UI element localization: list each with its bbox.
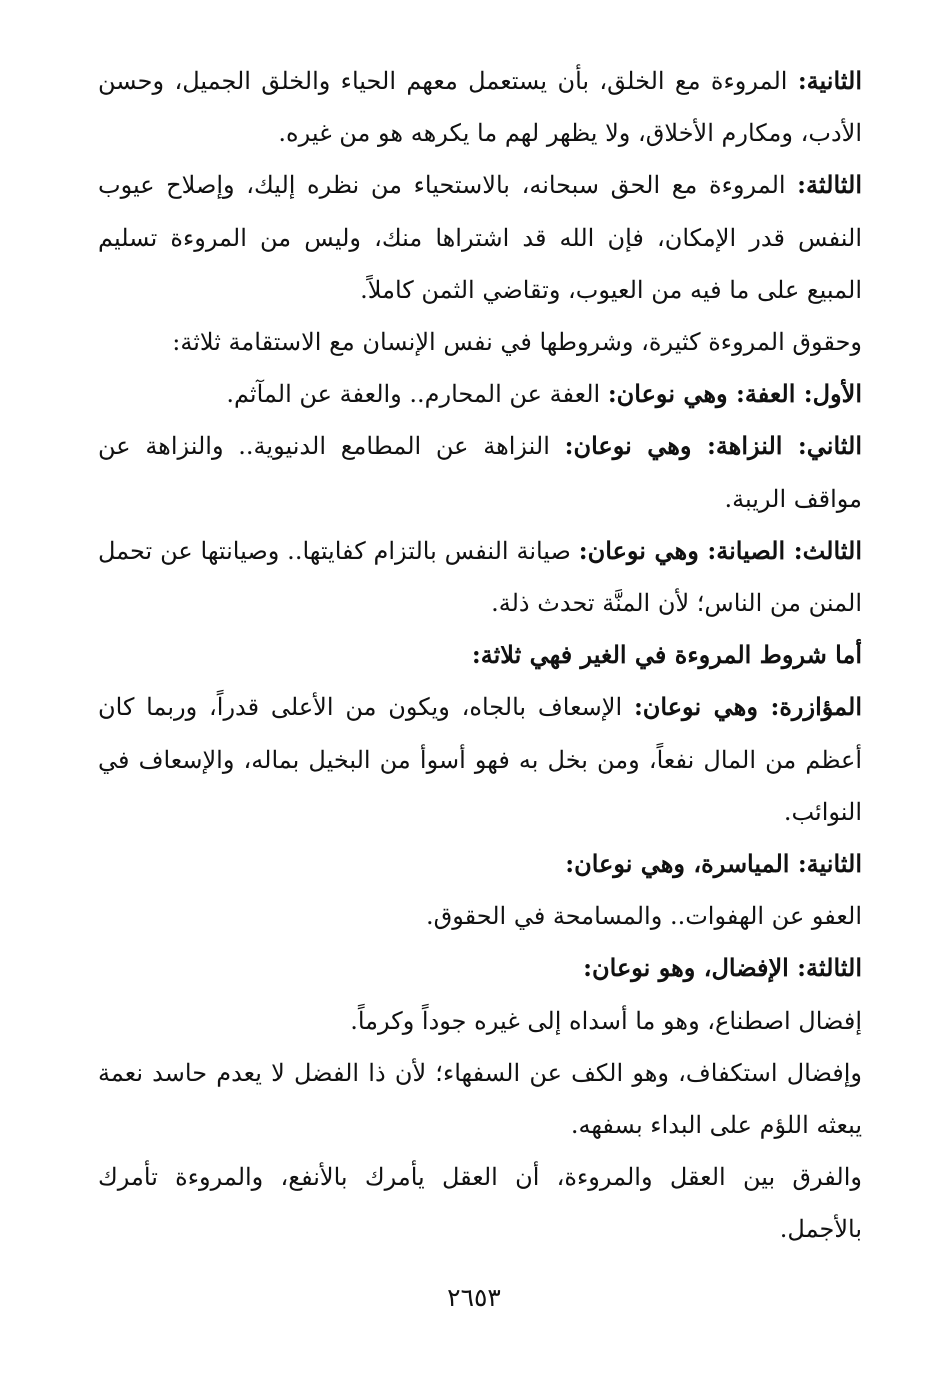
paragraph-text: المروءة مع الحق سبحانه، بالاستحياء من نظره إليك، وإصلاح عيوب النفس قدر الإمكان، فإن الله قد اشتراها منك، وليس من المروءة تسليم المبيع على ما فيه من العيوب، وتقاضي الثمن كاملاً. xyxy=(98,171,862,304)
paragraph-favor-restraint xyxy=(98,1047,862,1151)
paragraph-text: والفرق بين العقل والمروءة، أن العقل يأمرك بالأنفع، والمروءة تأمرك بالأجمل. xyxy=(98,1163,862,1244)
paragraph-text: وحقوق المروءة كثيرة، وشروطها في نفس الإنسان مع الاستقامة ثلاثة: xyxy=(172,328,862,357)
paragraph-support xyxy=(98,681,862,838)
paragraph-text: المروءة مع الخلق، بأن يستعمل معهم الحياء والخلق الجميل، وحسن الأدب، ومكارم الأخلاق، ولا يظهر لهم ما يكرهه هو من غيره. xyxy=(98,67,862,148)
paragraph-rights-of-muruah xyxy=(98,316,862,368)
paragraph-text: النزاهة عن المطامع الدنيوية.. والنزاهة عن مواقف الريبة. xyxy=(98,432,862,513)
page-number: ٢٦٥٣ xyxy=(447,1283,501,1312)
paragraph-heading: الثالث: الصيانة: وهي نوعان: xyxy=(578,535,862,565)
paragraph-favor-heading xyxy=(98,942,862,994)
paragraph-conditions-heading xyxy=(98,629,862,681)
paragraph-chastity xyxy=(98,368,862,420)
paragraph-text: إفضال اصطناع، وهو ما أسداه إلى غيره جوداً وكرماً. xyxy=(350,1006,862,1035)
paragraph-intellect-vs-muruah xyxy=(98,1151,862,1255)
paragraph-muruah-with-people xyxy=(98,55,862,159)
paragraph-text: الإسعاف بالجاه، ويكون من الأعلى قدراً، وربما كان أعظم من المال نفعاً، ومن بخل به فهو أسوأ من البخيل بماله، والإسعاف في النوائب. xyxy=(98,693,863,826)
paragraph-integrity xyxy=(98,420,862,524)
paragraph-text: العفو عن الهفوات.. والمسامحة في الحقوق. xyxy=(425,902,862,931)
section-heading: الثانية: المياسرة، وهي نوعان: xyxy=(565,849,862,879)
section-heading: أما شروط المروءة في الغير فهي ثلاثة: xyxy=(471,640,862,670)
page-body xyxy=(98,55,862,1256)
paragraph-leniency-heading xyxy=(98,838,862,890)
paragraph-heading: الثانية: xyxy=(797,66,862,95)
paragraph-text: العفة عن المحارم.. والعفة عن المآثم. xyxy=(226,380,608,409)
paragraph-text: صيانة النفس بالتزام كفايتها.. وصيانتها عن تحمل المنن من الناس؛ لأن المنَّة تحدث ذلة. xyxy=(98,536,862,618)
paragraph-favor-generosity xyxy=(98,995,862,1047)
paragraph-heading: المؤازرة: وهي نوعان: xyxy=(633,692,862,722)
paragraph-protection xyxy=(98,525,862,629)
paragraph-heading: الثاني: النزاهة: وهي نوعان: xyxy=(564,431,862,461)
section-heading: الثالثة: الإفضال، وهو نوعان: xyxy=(583,953,862,983)
paragraph-heading: الثالثة: xyxy=(797,170,862,200)
paragraph-text: وإفضال استكفاف، وهو الكف عن السفهاء؛ لأن ذا الفضل لا يعدم حاسد نعمة يبعثه اللؤم على البداء بسفهه. xyxy=(98,1058,862,1140)
paragraph-heading: الأول: العفة: وهي نوعان: xyxy=(607,379,862,409)
paragraph-muruah-with-god xyxy=(98,159,862,316)
paragraph-leniency xyxy=(98,890,862,942)
